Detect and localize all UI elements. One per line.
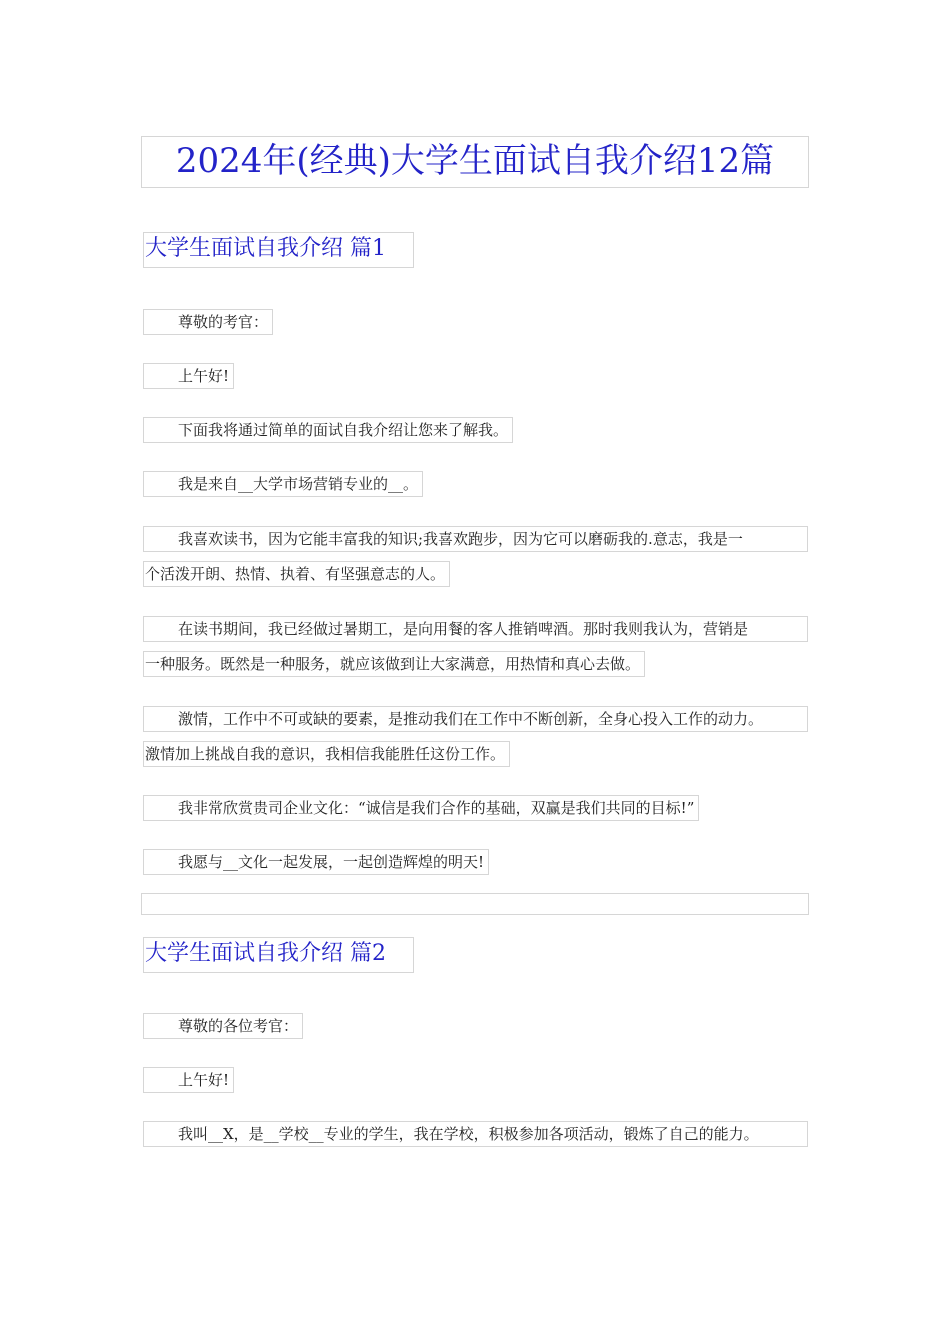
paragraph-morning: 上午好!	[143, 363, 234, 389]
paragraph-morning-2: 上午好!	[143, 1067, 234, 1093]
paragraph-greeting: 尊敬的考官：	[143, 309, 273, 335]
paragraph-passion-cont: 激情加上挑战自我的意识，我相信我能胜任这份工作。	[143, 741, 510, 767]
document-title: 2024年(经典)大学生面试自我介绍12篇	[141, 136, 809, 188]
paragraph-hobbies: 我喜欢读书，因为它能丰富我的知识;我喜欢跑步，因为它可以磨砺我的.意志，我是一	[143, 526, 808, 552]
paragraph-greeting-2: 尊敬的各位考官：	[143, 1013, 303, 1039]
paragraph-closing: 我愿与__文化一起发展，一起创造辉煌的明天!	[143, 849, 489, 875]
section-heading-1: 大学生面试自我介绍 篇1	[143, 232, 414, 268]
paragraph-origin: 我是来自__大学市场营销专业的__。	[143, 471, 423, 497]
section-heading-2: 大学生面试自我介绍 篇2	[143, 937, 414, 973]
section-separator	[141, 893, 809, 915]
paragraph-self-intro: 我叫__X，是__学校__专业的学生，我在学校，积极参加各项活动，锻炼了自己的能力。	[143, 1121, 808, 1147]
paragraph-intro: 下面我将通过简单的面试自我介绍让您来了解我。	[143, 417, 513, 443]
paragraph-passion: 激情，工作中不可或缺的要素，是推动我们在工作中不断创新，全身心投入工作的动力。	[143, 706, 808, 732]
paragraph-culture: 我非常欣赏贵司企业文化：“诚信是我们合作的基础，双赢是我们共同的目标!”	[143, 795, 699, 821]
paragraph-experience-cont: 一种服务。既然是一种服务，就应该做到让大家满意，用热情和真心去做。	[143, 651, 645, 677]
paragraph-experience: 在读书期间，我已经做过暑期工，是向用餐的客人推销啤酒。那时我则我认为，营销是	[143, 616, 808, 642]
paragraph-hobbies-cont: 个活泼开朗、热情、执着、有坚强意志的人。	[143, 561, 450, 587]
